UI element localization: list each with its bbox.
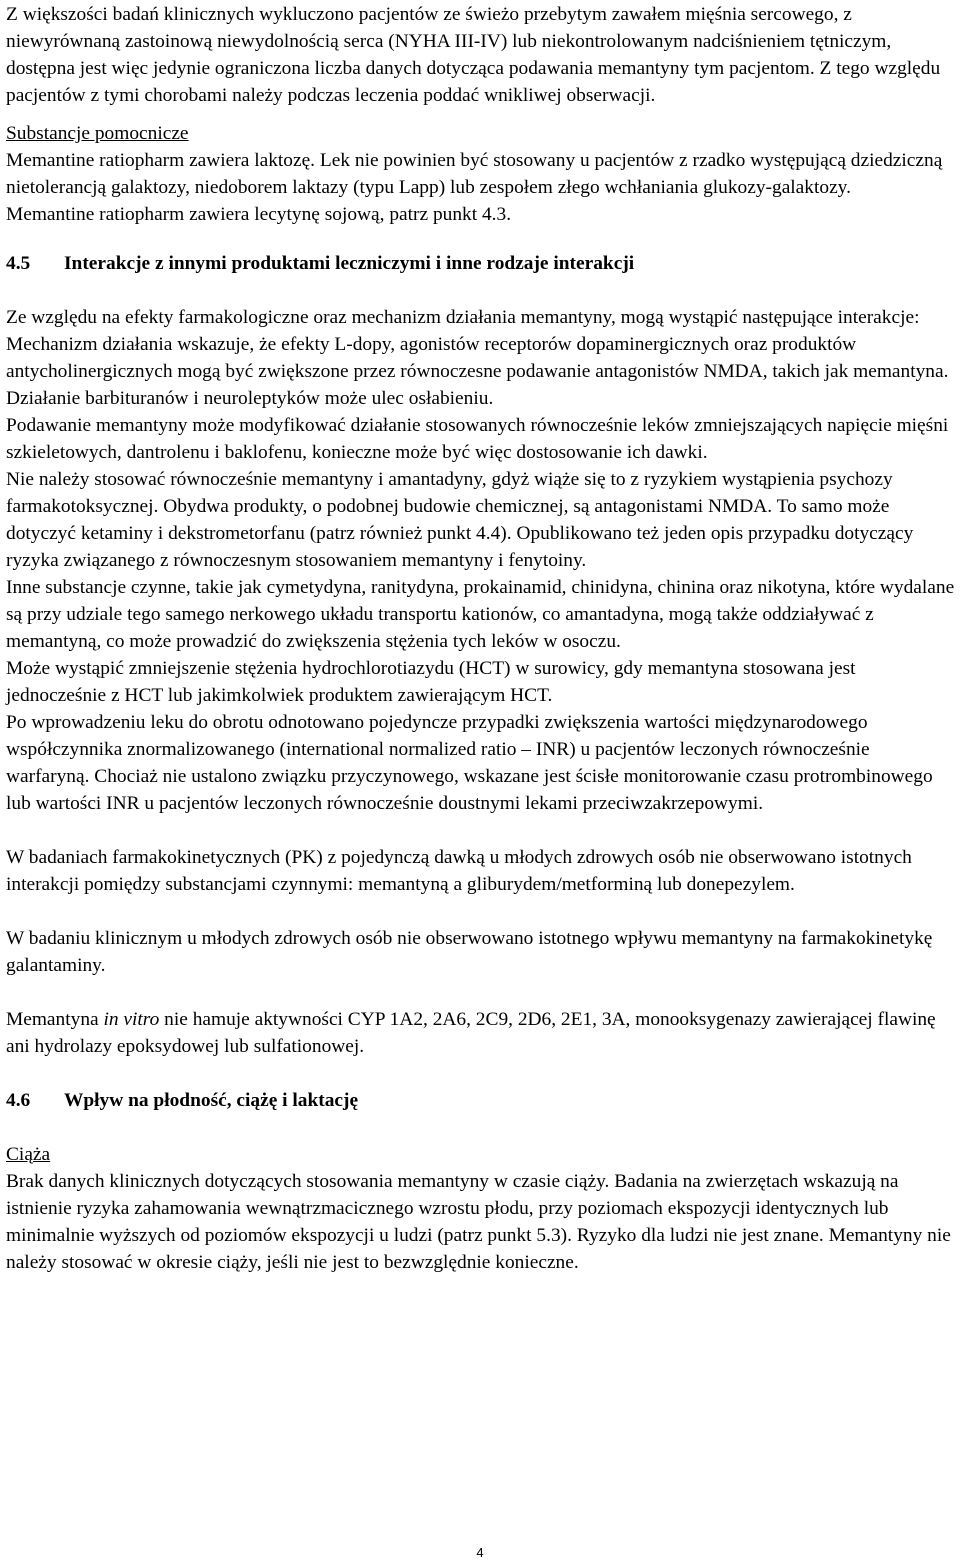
interactions-warfarin: Po wprowadzeniu leku do obrotu odnotowano pojedyncze przypadki zwiększenia wartości międzynarodowego współczynnika znormalizowanego (international normalized ratio – INR) u pacjentów leczonych równocześnie warfaryną. Chociaż nie ustalono związku przyczynowego, wskazane jest ścisłe monitorowanie czasu protrombinowego lub wartości INR u pacjentów leczonych równocześnie doustnymi lekami przeciwzakrzepowymi. — [6, 712, 933, 814]
pregnancy-heading: Ciąża — [6, 1144, 51, 1165]
section-4-6-heading — [6, 1087, 956, 1114]
interactions-galantamine: W badaniu klinicznym u młodych zdrowych osób nie obserwowano istotnego wpływu memantyny na farmakokinetykę galantaminy. — [6, 928, 933, 976]
interactions-in-vitro — [6, 1006, 956, 1060]
interactions-hct: Może wystąpić zmniejszenie stężenia hydrochlorotiazydu (HCT) w surowicy, gdy memantyna stosowana jest jednocześnie z HCT lub jakimkolwiek produktem zawierającym HCT. — [6, 658, 856, 706]
spacer — [6, 109, 956, 120]
in-vitro-italic: in vitro — [103, 1009, 160, 1030]
pregnancy-paragraph: Brak danych klinicznych dotyczących stosowania memantyny w czasie ciąży. Badania na zwierzętach wskazują na istnienie ryzyka zahamowania wewnątrzmacicznego wzrostu płodu, przy poziomach ekspozycji identycznych lub minimalnie wyższych od poziomów ekspozycji u ludzi (patrz punkt 5.3). Ryzyko dla ludzi nie jest znane. Memantyny nie należy stosować w okresie ciąży, jeśli nie jest to bezwzględnie konieczne. — [6, 1171, 951, 1273]
spacer — [6, 898, 956, 925]
intro-paragraph: Z większości badań klinicznych wykluczono pacjentów ze świeżo przebytym zawałem mięśnia sercowego, z niewyrównaną zastoinową niewydolnością serca (NYHA III-IV) lub niekontrolowanym nadciśnieniem tętniczym, dostępna jest więc jedynie ograniczona liczba danych dotycząca podawania memantyny tym pacjentom. Z tego względu pacjentów z tymi chorobami należy podczas leczenia poddać wnikliwej obserwacji. — [6, 4, 941, 106]
spacer — [6, 979, 956, 1006]
interactions-intro: Ze względu na efekty farmakologiczne oraz mechanizm działania memantyny, mogą wystąpić następujące interakcje: — [6, 307, 920, 328]
section-number: 4.5 — [6, 253, 31, 274]
section-number: 4.6 — [6, 1090, 31, 1111]
interactions-pk: W badaniach farmakokinetycznych (PK) z pojedynczą dawką u młodych zdrowych osób nie obserwowano istotnych interakcji pomiędzy substancjami czynnymi: memantyną a gliburydem/metforminą lub donepezylem. — [6, 847, 912, 895]
spacer — [6, 277, 956, 304]
section-title: Interakcje z innymi produktami leczniczymi i inne rodzaje interakcji — [64, 253, 635, 274]
interactions-cationic-transport: Inne substancje czynne, takie jak cymetydyna, ranitydyna, prokainamid, chinidyna, chinina oraz nikotyna, które wydalane są przy udziale tego samego nerkowego układu transportu kationów, co amantadyna, mogą także oddziaływać z memantyną, co może prowadzić do zwiększenia stężenia tych leków w osoczu. — [6, 577, 955, 652]
excipients-lactose-paragraph: Memantine ratiopharm zawiera laktozę. Lek nie powinien być stosowany u pacjentów z rzadko występującą dziedziczną nietolerancją galaktozy, niedoborem laktazy (typu Lapp) lub zespołem złego wchłaniania glukozy-galaktozy. — [6, 150, 943, 198]
document-page — [6, 1, 956, 1276]
spacer — [6, 817, 956, 844]
section-4-5-heading — [6, 250, 956, 277]
excipients-lecithin-paragraph: Memantine ratiopharm zawiera lecytynę sojową, patrz punkt 4.3. — [6, 204, 512, 225]
excipients-heading: Substancje pomocnicze — [6, 123, 189, 144]
spacer — [6, 1114, 956, 1141]
interactions-muscle-relaxants: Podawanie memantyny może modyfikować działanie stosowanych równocześnie leków zmniejszających napięcie mięśni szkieletowych, dantrolenu i baklofenu, konieczne może być więc dostosowanie ich dawki. — [6, 415, 949, 463]
in-vitro-text-after: nie hamuje aktywności CYP 1A2, 2A6, 2C9, 2D6, 2E1, 3A, monooksygenazy zawierającej flawinę ani hydrolazy epoksydowej lub sulfationowej. — [6, 1009, 936, 1057]
spacer — [6, 228, 956, 250]
section-title: Wpływ na płodność, ciążę i laktację — [64, 1090, 359, 1111]
interactions-amantadine: Nie należy stosować równocześnie memantyny i amantadyny, gdyż wiąże się to z ryzykiem wystąpienia psychozy farmakotoksycznej. Obydwa produkty, o podobnej budowie chemicznej, są antagonistami NMDA. To samo może dotyczyć ketaminy i dekstrometorfanu (patrz również punkt 4.4). Opublikowano też jeden opis przypadku dotyczący ryzyka związanego z równoczesnym stosowaniem memantyny i fenytoiny. — [6, 469, 914, 571]
interactions-ldopa: Mechanizm działania wskazuje, że efekty L-dopy, agonistów receptorów dopaminergicznych oraz produktów antycholinergicznych mogą być zwiększone przez równoczesne podawanie antagonistów NMDA, takich jak memantyna. Działanie barbituranów i neuroleptyków może ulec osłabieniu. — [6, 334, 949, 409]
page-number: 4 — [476, 1545, 484, 1560]
in-vitro-text-before: Memantyna — [6, 1009, 104, 1030]
spacer — [6, 1060, 956, 1087]
